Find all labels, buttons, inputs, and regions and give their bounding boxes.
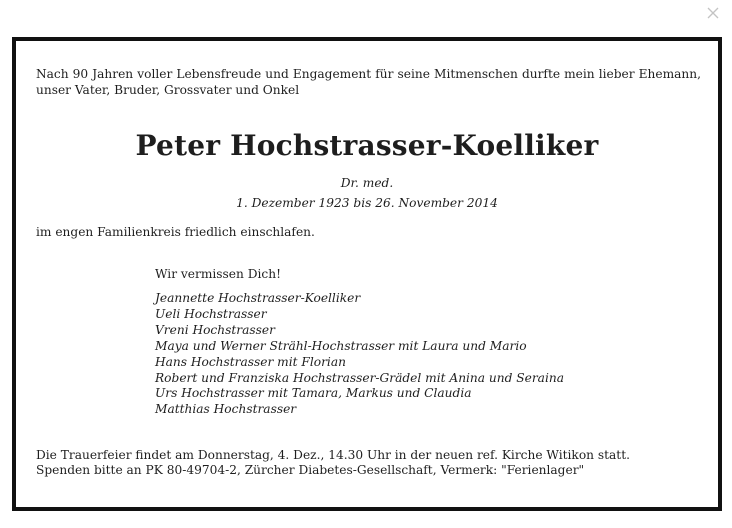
close-icon[interactable] <box>704 4 722 22</box>
close-button[interactable] <box>704 4 722 22</box>
funeral-text: Die Trauerfeier findet am Donnerstag, 4. Dez., 14.30 Uhr in der neuen ref. Kirche Witikon statt. <box>36 448 630 462</box>
mourner-item: Matthias Hochstrasser <box>155 402 297 417</box>
donation-text: Spenden bitte an PK 80-49704-2, Zürcher Diabetes-Gesellschaft, Vermerk: "Ferienlager" <box>36 463 585 477</box>
academic-title: Dr. med. <box>340 176 394 190</box>
life-dates: 1. Dezember 1923 bis 26. November 2014 <box>236 196 498 210</box>
funeral-info <box>36 448 630 478</box>
mourner-item: Hans Hochstrasser mit Florian <box>155 354 346 369</box>
miss-you-text: Wir vermissen Dich! <box>155 267 281 281</box>
mourner-item: Urs Hochstrasser mit Tamara, Markus und Claudia <box>155 386 472 401</box>
intro-text: Nach 90 Jahren voller Lebensfreude und Engagement für seine Mitmenschen durfte mein lieber Ehemann, unser Vater, Bruder, Grossvater und Onkel <box>36 67 701 97</box>
mourners-list <box>155 291 564 418</box>
mourner-item: Jeannette Hochstrasser-Koelliker <box>155 291 361 305</box>
mourner-item: Robert und Franziska Hochstrasser-Grädel mit Anina und Seraina <box>155 370 564 385</box>
obituary-notice <box>12 37 722 511</box>
passing-text: im engen Familienkreis friedlich einschlafen. <box>36 225 315 239</box>
mourner-item: Maya und Werner Strähl-Hochstrasser mit Laura und Mario <box>155 338 527 353</box>
mourner-item: Ueli Hochstrasser <box>155 306 267 321</box>
mourner-item: Vreni Hochstrasser <box>155 322 275 337</box>
deceased-name: Peter Hochstrasser-Koelliker <box>135 129 599 162</box>
